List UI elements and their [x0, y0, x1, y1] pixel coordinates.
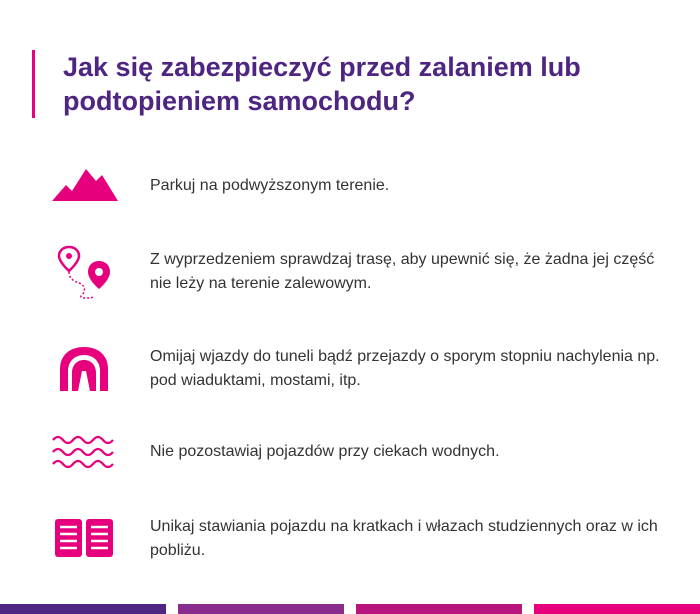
tip-text: Nie pozostawiaj pojazdów przy ciekach wodnych. [150, 443, 500, 460]
grate-icon [50, 516, 120, 562]
tip-text: Omijaj wjazdy do tuneli bądź przejazdy o sporym stopniu nachylenia np. pod wiaduktami, mostami, itp. [150, 348, 660, 389]
footer-bar [356, 604, 522, 614]
tip-text: Unikaj stawiania pojazdu na kratkach i włazach studziennych oraz w ich pobliżu. [150, 518, 658, 559]
waves-icon [50, 432, 120, 472]
tip-text: Parkuj na podwyższonym terenie. [150, 177, 390, 194]
title-block [32, 50, 700, 118]
page-title: Jak się zabezpieczyć przed zalaniem lub podtopieniem samochodu? [63, 52, 581, 116]
footer-bar [0, 604, 166, 614]
tunnel-icon [50, 345, 120, 393]
footer-bar [178, 604, 344, 614]
mountain-icon [50, 163, 120, 213]
footer-color-bars [0, 604, 700, 614]
route-icon [50, 245, 120, 303]
tip-text: Z wyprzedzeniem sprawdzaj trasę, aby upewnić się, że żadna jej część nie leży na terenie zalewowym. [150, 251, 655, 292]
footer-bar [534, 604, 700, 614]
